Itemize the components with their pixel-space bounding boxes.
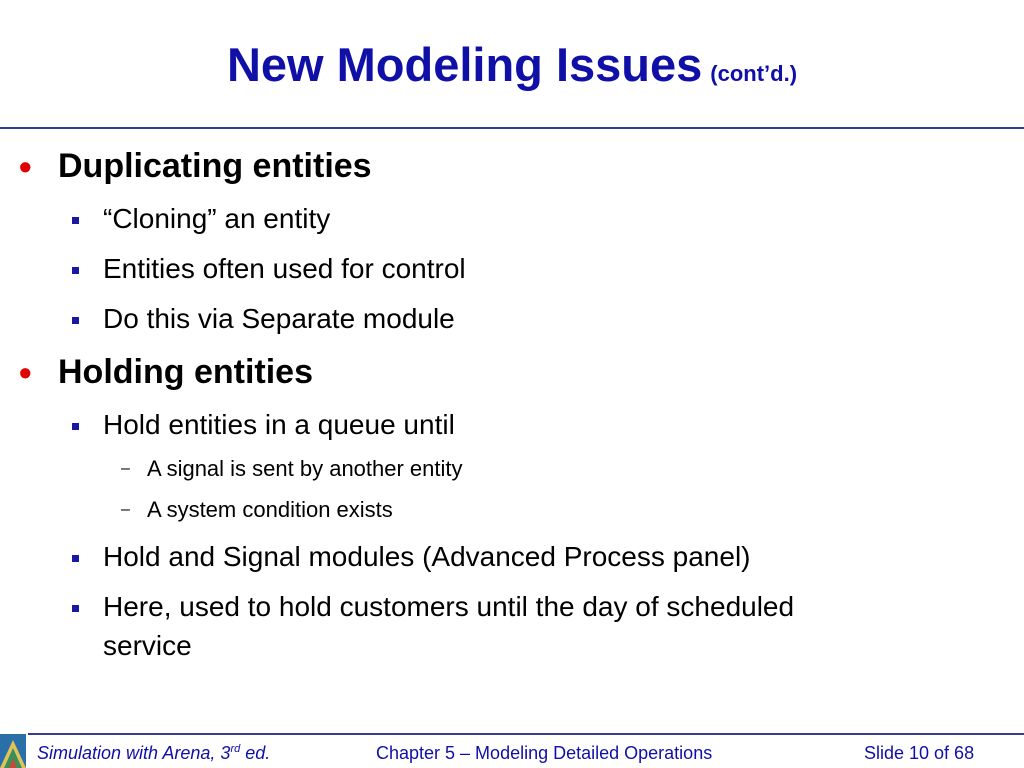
footer-book-title-sup: rd xyxy=(230,743,241,755)
bullet-marker-level2 xyxy=(72,605,79,612)
bullet-level2-continuation: service xyxy=(103,630,192,661)
slide-title-main: New Modeling Issues xyxy=(226,38,703,91)
bullet-level2: Hold and Signal modules (Advanced Process panel) xyxy=(103,541,751,572)
bullet-level3: A signal is sent by another entity xyxy=(147,456,463,481)
footer-book-title xyxy=(37,742,270,764)
bullet-marker-level2 xyxy=(72,267,79,274)
bullet-level2: Entities often used for control xyxy=(103,253,466,284)
bullet-marker-level1: • xyxy=(19,352,32,393)
bullet-level1: Duplicating entities xyxy=(58,147,372,185)
footer-book-title-suffix: ed. xyxy=(240,743,271,763)
bullet-marker-level2 xyxy=(72,317,79,324)
footer-divider xyxy=(28,733,1024,735)
bullet-marker-level2 xyxy=(72,423,79,430)
footer-chapter: Chapter 5 – Modeling Detailed Operations xyxy=(376,743,713,763)
bullet-level2: Hold entities in a queue until xyxy=(103,409,455,440)
slide-title-sub: (cont’d.) xyxy=(710,61,798,86)
bullet-marker-level2 xyxy=(72,555,79,562)
footer-book-title-prefix: Simulation with Arena, 3 xyxy=(37,743,231,763)
arena-logo-icon xyxy=(0,734,26,768)
bullet-level3: A system condition exists xyxy=(147,497,393,522)
bullet-marker-level3: – xyxy=(121,460,130,477)
bullet-level1: Holding entities xyxy=(58,353,313,391)
bullet-level2: Do this via Separate module xyxy=(103,303,455,334)
bullet-marker-level1: • xyxy=(19,146,32,187)
bullet-level2: Here, used to hold customers until the day of scheduled xyxy=(103,591,795,622)
bullet-level2: “Cloning” an entity xyxy=(103,203,331,234)
bullet-marker-level2 xyxy=(72,217,79,224)
footer-slide-number: Slide 10 of 68 xyxy=(864,743,975,763)
bullet-marker-level3: – xyxy=(121,501,130,518)
